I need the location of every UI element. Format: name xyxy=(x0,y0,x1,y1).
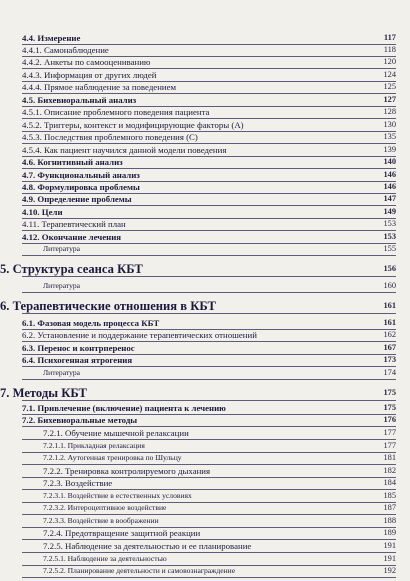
toc-page-number: 140 xyxy=(383,157,396,166)
toc-entry-title: 4.5.1. Описание проблемного поведения пациента xyxy=(22,107,210,117)
toc-entry xyxy=(0,453,410,463)
toc-entry-title: 4.6. Когнитивный анализ xyxy=(22,157,123,167)
toc-page-number: 146 xyxy=(383,182,396,191)
toc-entry-title: 4.9. Определение проблемы xyxy=(22,194,132,204)
toc-rule xyxy=(22,68,396,69)
toc-page-number: 149 xyxy=(383,207,396,216)
toc-page-number: 184 xyxy=(383,478,396,487)
toc-entry-title: 4.11. Терапевтический план xyxy=(22,219,126,229)
toc-entry-title: 7.2.5.2. Планирование деятельности и самовознаграждение xyxy=(43,566,236,575)
toc-entry-title: 6.3. Перенос и контрперенос xyxy=(22,343,135,353)
toc-entry xyxy=(0,368,410,378)
toc-page-number: 182 xyxy=(383,466,396,475)
toc-entry-title: Литература xyxy=(43,281,81,290)
toc-entry-title: 7.2.3.2. Интероцептивное воздействие xyxy=(43,503,167,512)
toc-rule xyxy=(22,552,396,553)
toc-entry-title: 4.10. Цели xyxy=(22,207,63,217)
toc-entry-title: 6.1. Фазовая модель процесса КБТ xyxy=(22,318,160,328)
toc-entry-title: 4.12. Окончание лечения xyxy=(22,232,122,242)
toc-entry xyxy=(0,120,410,130)
toc-entry xyxy=(0,132,410,142)
toc-entry-title: 7.2.2. Тренировка контролируемого дыхания xyxy=(43,466,211,476)
toc-page-number: 153 xyxy=(383,232,396,241)
toc-page-number: 175 xyxy=(383,403,396,412)
toc-entry-title: 6. Терапевтические отношения в КБТ xyxy=(0,299,216,313)
toc-page-number: 187 xyxy=(383,503,396,512)
toc-entry xyxy=(0,107,410,117)
toc-entry-title: 4.4. Измерение xyxy=(22,33,81,43)
toc-page-number: 160 xyxy=(383,281,396,290)
toc-entry xyxy=(0,343,410,353)
toc-chapter xyxy=(0,299,410,313)
toc-entry-title: 4.5. Бихевиоральный анализ xyxy=(22,95,137,105)
toc-entry xyxy=(0,428,410,438)
toc-page-number: 185 xyxy=(383,491,396,500)
toc-entry xyxy=(0,232,410,242)
toc-entry xyxy=(0,478,410,488)
toc-entry-title: 7.2.5. Наблюдение за деятельностью и ее планирование xyxy=(43,541,252,551)
toc-page-number: 176 xyxy=(383,415,396,424)
toc-page-number: 177 xyxy=(383,428,396,437)
toc-entry-title: 7.1. Привлечение (включение) пациента к лечению xyxy=(22,403,226,413)
toc-entry xyxy=(0,415,410,425)
toc-entry-title: 4.7. Функциональный анализ xyxy=(22,170,140,180)
toc-rule xyxy=(22,168,396,169)
toc-entry xyxy=(0,244,410,254)
toc-rule xyxy=(22,514,396,515)
toc-page-number: 177 xyxy=(383,441,396,450)
toc-entry xyxy=(0,528,410,538)
toc-chapter xyxy=(0,262,410,276)
toc-entry xyxy=(0,554,410,564)
toc-entry xyxy=(0,82,410,92)
toc-page-number: 175 xyxy=(383,388,396,397)
toc-entry xyxy=(0,145,410,155)
toc-rule xyxy=(22,292,396,293)
toc-page-number: 153 xyxy=(383,219,396,228)
toc-entry-title: 7. Методы КБТ xyxy=(0,386,87,400)
toc-rule xyxy=(22,313,396,314)
toc-entry-title: 7.2.3. Воздействие xyxy=(43,478,113,488)
toc-rule xyxy=(22,205,396,206)
toc-page-number: 127 xyxy=(383,95,396,104)
toc-entry-title: 4.5.3. Последствия проблемного поведения (С) xyxy=(22,132,198,142)
toc-entry xyxy=(0,466,410,476)
toc-entry xyxy=(0,330,410,340)
toc-rule xyxy=(22,400,396,401)
toc-rule xyxy=(22,143,396,144)
toc-page-number: 125 xyxy=(383,82,396,91)
toc-page-number: 120 xyxy=(383,57,396,66)
toc-rule xyxy=(22,577,396,578)
toc-entry-title: 7.2.3.3. Воздействие в воображении xyxy=(43,516,159,525)
toc-entry xyxy=(0,541,410,551)
toc-entry-title: 5. Структура сеанса КБТ xyxy=(0,262,143,276)
toc-page-number: 146 xyxy=(383,170,396,179)
toc-rule xyxy=(22,426,396,427)
toc-page-number: 189 xyxy=(383,528,396,537)
toc-entry xyxy=(0,219,410,229)
toc-entry xyxy=(0,157,410,167)
toc-rule xyxy=(22,230,396,231)
toc-entry xyxy=(0,57,410,67)
toc-entry xyxy=(0,207,410,217)
toc-entry-title: 6.4. Психогенная ятрогения xyxy=(22,355,133,365)
toc-page-number: 130 xyxy=(383,120,396,129)
toc-page-number: 174 xyxy=(383,368,396,377)
toc-entry-title: 4.8. Формулировка проблемы xyxy=(22,182,140,192)
toc-chapter xyxy=(0,386,410,400)
toc-entry-title: 4.4.2. Анкеты по самооцениванию xyxy=(22,57,151,67)
toc-page-number: 173 xyxy=(383,355,396,364)
toc-page-number: 188 xyxy=(383,516,396,525)
toc-entry xyxy=(0,95,410,105)
toc-entry-title: 6.2. Установление и поддержание терапевтических отношений xyxy=(22,330,257,340)
toc-page-number: 147 xyxy=(383,194,396,203)
toc-entry xyxy=(0,194,410,204)
toc-entry xyxy=(0,33,410,43)
toc-page-number: 191 xyxy=(383,554,396,563)
toc-rule xyxy=(22,93,396,94)
toc-page-number: 155 xyxy=(383,244,396,253)
toc-entry xyxy=(0,70,410,80)
toc-page-number: 162 xyxy=(383,330,396,339)
toc-entry-title: 7.2.1. Обучение мышечной релаксации xyxy=(43,428,189,438)
toc-page-number: 161 xyxy=(383,301,396,310)
toc-rule xyxy=(22,118,396,119)
toc-entry-title: Литература xyxy=(43,368,81,377)
toc-entry xyxy=(0,355,410,365)
toc-entry-title: 7.2.1.1. Прикладная релаксация xyxy=(43,441,145,450)
toc-rule xyxy=(22,341,396,342)
toc-entry xyxy=(0,170,410,180)
toc-entry-title: 4.5.2. Триггеры, контекст и модифицирующие факторы (А) xyxy=(22,120,244,130)
toc-entry-title: 7.2. Бихевиоральные методы xyxy=(22,415,138,425)
toc-page-number: 156 xyxy=(383,264,396,273)
toc-rule xyxy=(22,276,396,277)
toc-rule xyxy=(22,464,396,465)
toc-entry xyxy=(0,503,410,513)
toc-entry-title: 7.2.3.1. Воздействие в естественных условиях xyxy=(43,491,192,500)
toc-page-number: 117 xyxy=(383,33,396,42)
toc-page-number: 191 xyxy=(383,541,396,550)
toc-page-number: 124 xyxy=(383,70,396,79)
toc-entry-title: 4.4.3. Информация от других людей xyxy=(22,70,157,80)
toc-entry-title: 7.2.5.1. Наблюдение за деятельностью xyxy=(43,554,167,563)
toc-entry-title: 7.2.4. Предотвращение защитной реакции xyxy=(43,528,201,538)
toc-entry-title: 4.4.1. Самонаблюдение xyxy=(22,45,109,55)
toc-entry xyxy=(0,441,410,451)
toc-rule xyxy=(22,255,396,256)
toc-page-number: 161 xyxy=(383,318,396,327)
toc-page-number: 167 xyxy=(383,343,396,352)
toc-entry xyxy=(0,403,410,413)
toc-rule xyxy=(22,379,396,380)
toc-entry-title: 7.2.1.2. Аутогенная тренировка по Шульцу xyxy=(43,453,182,462)
toc-entry xyxy=(0,281,410,291)
toc-entry xyxy=(0,318,410,328)
toc-page-number: 128 xyxy=(383,107,396,116)
toc-entry-title: 4.5.4. Как пациент научился данной модели поведения xyxy=(22,145,227,155)
toc-rule xyxy=(22,539,396,540)
toc-rule xyxy=(22,439,396,440)
toc-page-number: 118 xyxy=(383,45,396,54)
toc-page-number: 181 xyxy=(383,453,396,462)
toc-entry-title: 4.4.4. Прямое наблюдение за поведением xyxy=(22,82,177,92)
toc-entry xyxy=(0,516,410,526)
toc-rule xyxy=(22,489,396,490)
toc-page-number: 192 xyxy=(383,566,396,575)
toc-entry xyxy=(0,491,410,501)
toc-page-number: 135 xyxy=(383,132,396,141)
toc-page-number: 139 xyxy=(383,145,396,154)
toc-entry xyxy=(0,182,410,192)
toc-entry xyxy=(0,566,410,576)
toc-rule xyxy=(22,366,396,367)
toc-entry xyxy=(0,45,410,55)
toc-entry-title: Литература xyxy=(43,244,81,253)
